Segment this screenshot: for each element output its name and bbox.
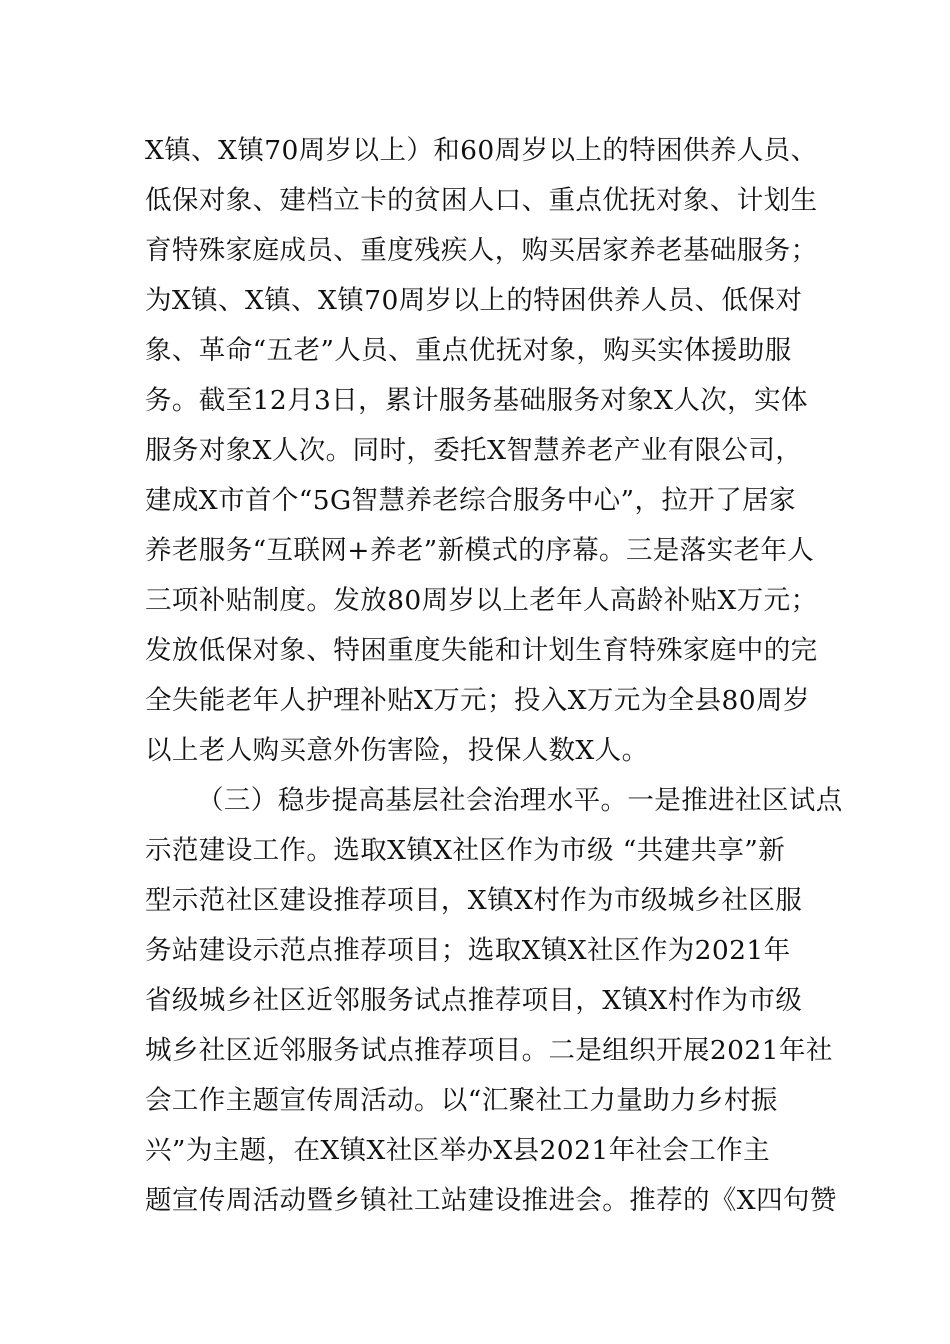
text-line: 全失能老年人护理补贴X万元；投入X万元为全县80周岁 <box>145 685 810 716</box>
text-line: 象、革命“五老”人员、重点优抚对象，购买实体援助服 <box>145 335 792 366</box>
text-line: 建成X市首个“5G智慧养老综合服务中心”，拉开了居家 <box>145 485 796 516</box>
text-line: 务站建设示范点推荐项目；选取X镇X社区作为2021年 <box>145 935 791 966</box>
section-heading-line: （三）稳步提高基层社会治理水平。一是推进社区试点 <box>197 785 843 816</box>
text-line: 兴”为主题，在X镇X社区举办X县2021年社会工作主 <box>145 1135 770 1166</box>
text-line: 育特殊家庭成员、重度残疾人，购买居家养老基础服务； <box>145 235 818 266</box>
text-line: 示范建设工作。选取X镇X社区作为市级 “共建共享”新 <box>145 835 786 866</box>
text-line: 会工作主题宣传周活动。以“汇聚社工力量助力乡村振 <box>145 1085 778 1116</box>
text-line: 三项补贴制度。发放80周岁以上老年人高龄补贴X万元； <box>145 585 818 616</box>
text-line: 为X镇、X镇、X镇70周岁以上的特困供养人员、低保对 <box>145 285 803 316</box>
text-line: 城乡社区近邻服务试点推荐项目。二是组织开展2021年社 <box>145 1035 833 1066</box>
text-line: 服务对象X人次。同时，委托X智慧养老产业有限公司， <box>145 435 803 466</box>
text-line: 务。截至12月3日，累计服务基础服务对象X人次，实体 <box>145 385 808 416</box>
text-line: 以上老人购买意外伤害险，投保人数X人。 <box>145 735 649 766</box>
text-line: 发放低保对象、特困重度失能和计划生育特殊家庭中的完 <box>145 635 818 666</box>
text-line: 低保对象、建档立卡的贫困人口、重点优抚对象、计划生 <box>145 185 818 216</box>
text-line: X镇、X镇70周岁以上）和60周岁以上的特困供养人员、 <box>145 135 818 166</box>
text-line: 养老服务“互联网+养老”新模式的序幕。三是落实老年人 <box>145 535 815 566</box>
text-line: 题宣传周活动暨乡镇社工站建设推进会。推荐的《X四句赞 <box>145 1185 837 1216</box>
text-line: 型示范社区建设推荐项目，X镇X村作为市级城乡社区服 <box>145 885 803 916</box>
text-line: 省级城乡社区近邻服务试点推荐项目，X镇X村作为市级 <box>145 985 803 1016</box>
